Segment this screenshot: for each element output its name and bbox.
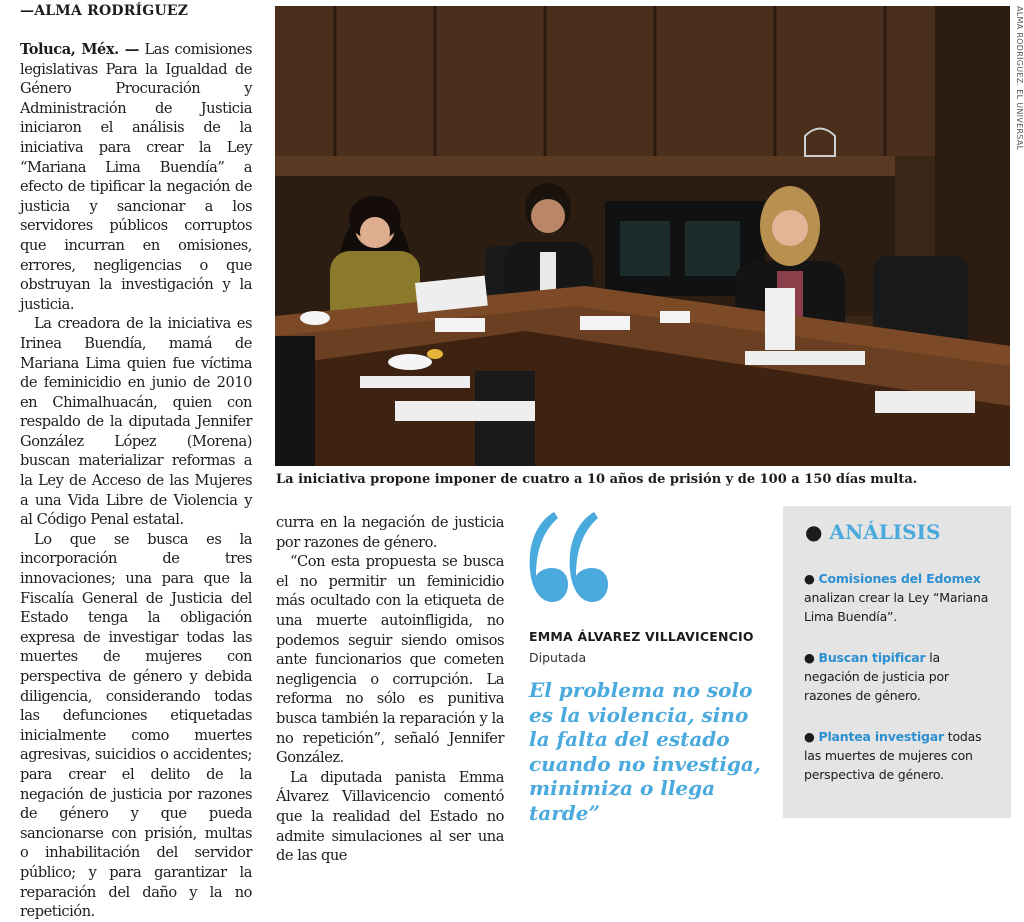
paragraph-6: La diputada panista Emma Álvarez Villavicencio comentó que la realidad del Estado no admite simulaciones al ser una de las que [276,768,504,865]
byline: —ALMA RODRÍGUEZ [20,3,189,19]
analysis-item-highlight: Buscan tipificar [818,650,926,665]
paragraph-5: “Con esta propuesta se busca el no permitir un feminicidio más ocultado con la etiqueta de una muerte autoinfligida, no podemos seguir siendo omisos ante funcionarios que cometen negligencia o corrupción. La reforma no sólo es punitiva busca también la reparación y la no repetición”, señaló Jennifer González. [276,553,504,767]
analysis-item: ● Plantea investigar todas las muertes de mujeres con perspectiva de género. [804,729,982,782]
dateline: Toluca, Méx. — [20,41,139,58]
hearing-photo [275,6,1010,466]
analysis-item-text: todas las muertes de mujeres con perspectiva de género. [804,729,982,782]
analysis-item: ● Comisiones del Edomex analizan crear la Ley “Mariana Lima Buendía”. [804,571,989,624]
quote-role: Diputada [529,650,587,665]
analysis-box [783,506,1011,818]
photo-credit: ALMA RODRÍGUEZ. EL UNIVERSAL [1015,6,1024,151]
photo-caption: La iniciativa propone imponer de cuatro a 10 años de prisión y de 100 a 150 días multa. [276,472,918,487]
analysis-item: ● Buscan tipificar la negación de justicia por razones de género. [804,650,949,703]
analysis-title-text: ANÁLISIS [829,520,941,544]
analysis-item-text: analizan crear la Ley “Mariana Lima Buendía”. [804,590,989,624]
paragraph-3: Lo que se busca es la incorporación de tres innovaciones; una para que la Fiscalía General de Justicia del Estado tenga la obligación expresa de investigar todas las muertes de mujeres con perspectiva de género y debida diligencia, considerando todas las defunciones etiquetadas inicialmente como muertes agresivas, suicidios o accidentes; para crear el delito de la negación de justicia por razones de género y que pueda sancionarse con prisión, multas o inhabilitación del servidor público; y para garantizar la reparación del daño y la no repetición. [20,530,252,921]
article-column-1 [20,40,252,922]
paragraph-1-text: Las comisiones legislativas Para la Igualdad de Género Procuración y Administración de Justicia iniciaron el análisis de la iniciativa para crear la Ley “Mariana Lima Buendía” a efecto de tipificar la negación de justicia y sancionar a los servidores públicos corruptos que incurran en omisiones, errores, negligencias o que obstruyan la investigación y la justicia. [20,41,252,313]
quotation-mark-icon [528,508,610,606]
analysis-item-text: la negación de justicia por razones de género. [804,650,949,703]
article-column-2 [276,513,504,866]
analysis-title: ● ANÁLISIS [805,520,941,544]
analysis-item-highlight: Plantea investigar [818,729,944,744]
analysis-item-highlight: Comisiones del Edomex [818,571,981,586]
paragraph-1 [20,40,252,314]
paragraph-2: La creadora de la iniciativa es Irinea Buendía, mamá de Mariana Lima quien fue víctima de feminicidio en junio de 2010 en Chimalhuacán, quien con respaldo de la diputada Jennifer González López (Morena) buscan materializar reformas a la Ley de Acceso de las Mujeres a una Vida Libre de Violencia y al Código Penal estatal. [20,315,252,529]
quote-author: EMMA ÁLVAREZ VILLAVICENCIO [529,629,754,644]
paragraph-4: curra en la negación de justicia por razones de género. [276,514,504,551]
pull-quote: El problema no solo es la violencia, sino la falta del estado cuando no investiga, minimiza o llega tarde” [529,678,761,825]
